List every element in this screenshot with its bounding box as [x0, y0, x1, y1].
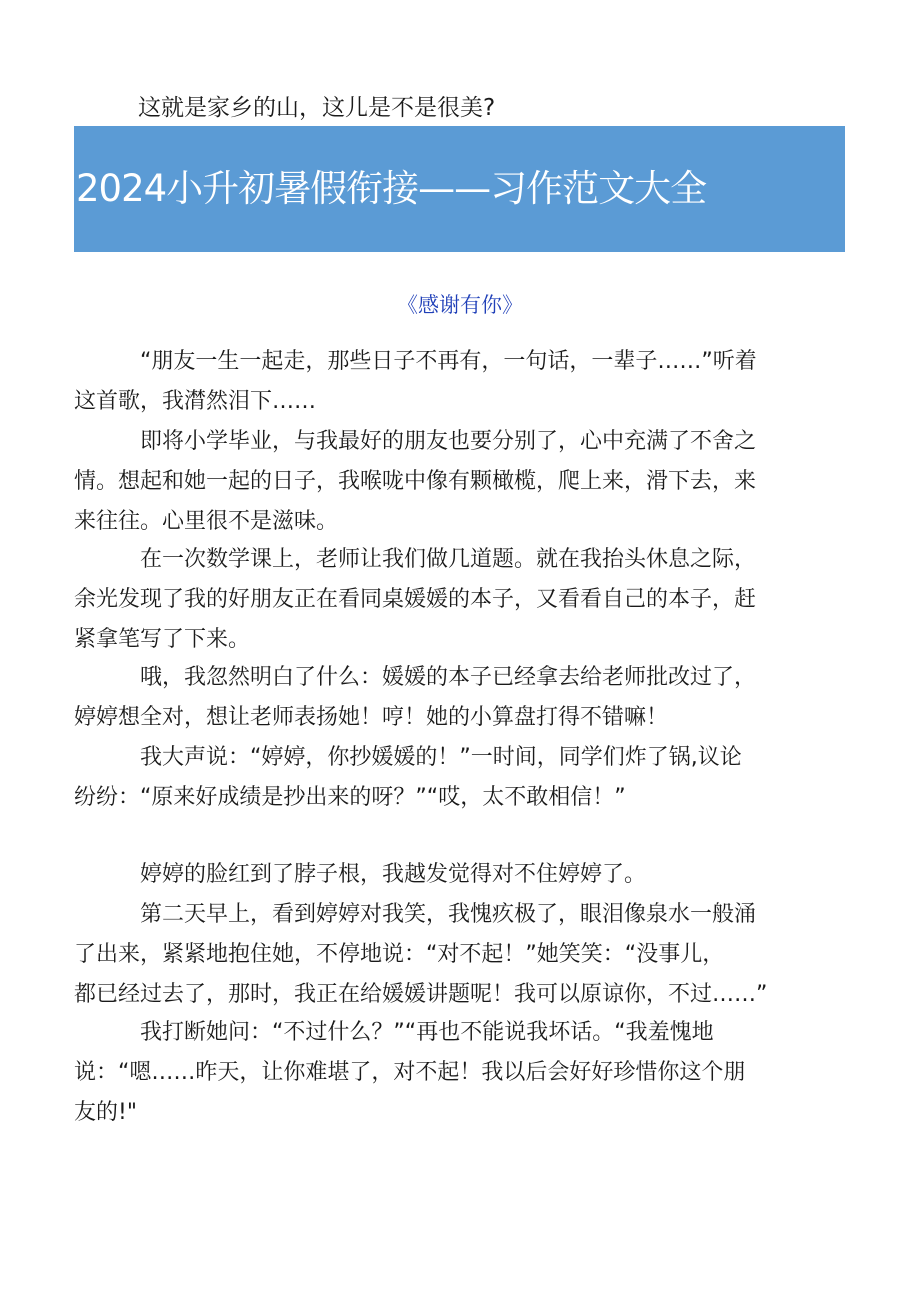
paragraph-line: 了出来，紧紧地抱住她，不停地说：“对不起！”她笑笑：“没事儿， — [74, 942, 725, 967]
essay-paragraph-1 — [74, 342, 845, 422]
essay-paragraph-3 — [74, 540, 845, 660]
paragraph-line: 余光发现了我的好朋友正在看同桌媛媛的本子，又看看自己的本子，赶 — [74, 587, 757, 612]
title-banner — [74, 126, 845, 252]
paragraph-line: 在一次数学课上，老师让我们做几道题。就在我抬头休息之际， — [140, 547, 757, 572]
essay-paragraph-2 — [74, 422, 845, 542]
paragraph-line: 即将小学毕业，与我最好的朋友也要分别了，心中充满了不舍之 — [140, 429, 757, 454]
paragraph-line: 紧拿笔写了下来。 — [74, 627, 251, 652]
paragraph-line: 婷婷想全对，想让老师表扬她！哼！她的小算盘打得不错嘛！ — [74, 705, 669, 730]
paragraph-line: “朋友一生一起走，那些日子不再有，一句话，一辈子……”听着 — [140, 349, 757, 374]
paragraph-line: 来往往。心里很不是滋味。 — [74, 509, 339, 534]
paragraph-line: 婷婷的脸红到了脖子根，我越发觉得对不住婷婷了。 — [140, 862, 647, 887]
essay-paragraph-7 — [74, 895, 845, 1015]
essay-paragraph-5 — [74, 738, 845, 818]
essay-paragraph-6 — [74, 855, 845, 895]
paragraph-line: 友的!" — [74, 1100, 137, 1125]
paragraph-line: 这首歌，我潸然泪下…… — [74, 389, 317, 414]
paragraph-line: 情。想起和她一起的日子，我喉咙中像有颗橄榄，爬上来，滑下去，来 — [74, 469, 757, 494]
paragraph-line: 纷纷：“原来好成绩是抄出来的呀？”“哎，太不敢相信！” — [74, 785, 626, 810]
essay-title: 《感谢有你》 — [397, 293, 523, 317]
paragraph-line: 都已经过去了，那时，我正在给媛媛讲题呢！我可以原谅你，不过……” — [74, 982, 768, 1007]
paragraph-line: 第二天早上，看到婷婷对我笑，我愧疚极了，眼泪像泉水一般涌 — [140, 902, 757, 927]
paragraph-line: 说：“嗯……昨天，让你难堪了，对不起！我以后会好好珍惜你这个朋 — [74, 1060, 746, 1085]
banner-title: 2024小升初暑假衔接——习作范文大全 — [76, 167, 707, 210]
paragraph-line: 哦，我忽然明白了什么：媛媛的本子已经拿去给老师批改过了， — [140, 665, 757, 690]
paragraph-line: 我打断她问：“不过什么？”“再也不能说我坏话。“我羞愧地 — [140, 1020, 714, 1045]
essay-paragraph-4 — [74, 658, 845, 738]
essay-paragraph-8 — [74, 1013, 845, 1133]
paragraph-line: 我大声说：“婷婷，你抄媛媛的！”一时间，同学们炸了锅,议论 — [140, 745, 742, 770]
intro-line: 这就是家乡的山，这儿是不是很美? — [138, 95, 496, 121]
